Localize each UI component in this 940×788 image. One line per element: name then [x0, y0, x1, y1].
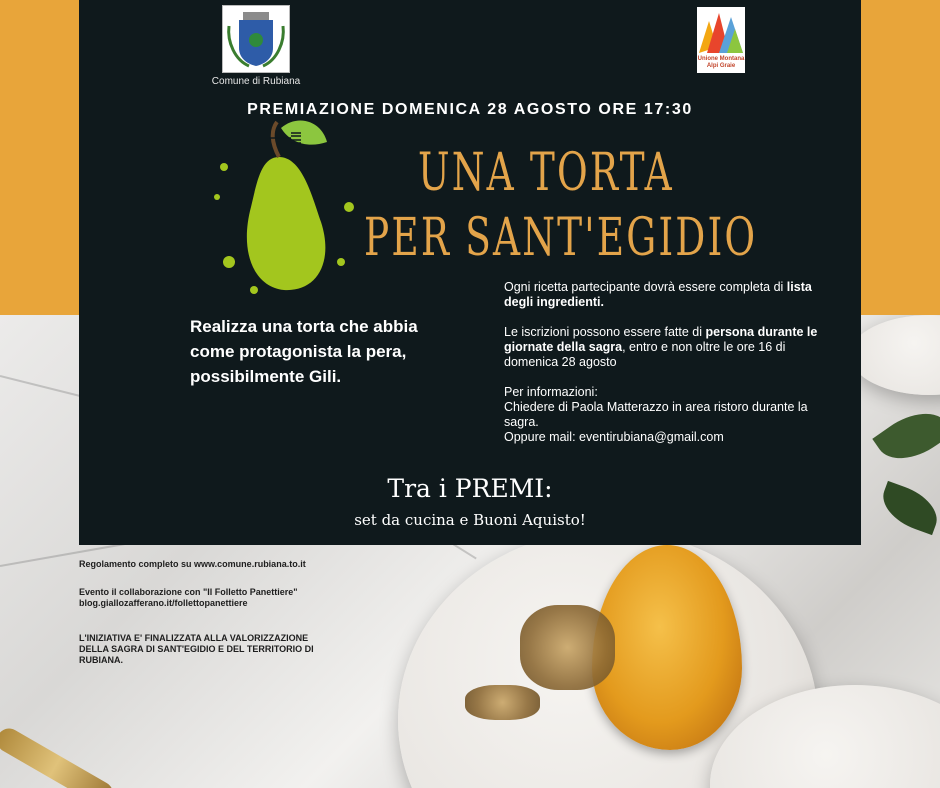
- alpi-graie-label: Unione Montana Alpi Graie: [697, 56, 745, 69]
- registration-paragraph: Le iscrizioni possono essere fatte di persona durante le giornate della sagra, entro e non oltre le ore 16 di domenica 28 agosto: [504, 325, 818, 369]
- ingredients-paragraph: Ogni ricetta partecipante dovrà essere completa di lista degli ingredienti.: [504, 280, 812, 309]
- premiazione-date: PREMIAZIONE DOMENICA 28 AGOSTO ORE 17:30: [247, 101, 693, 118]
- flyer-panel: [79, 0, 861, 545]
- title-line-1: UNA TORTA: [418, 143, 674, 203]
- leaf: [872, 399, 940, 474]
- initiative-statement: L'INIZIATIVA E' FINALIZZATA ALLA VALORIZZAZIONE DELLA SAGRA DI SANT'EGIDIO E DEL TERRITORIO DI RUBIANA.: [79, 633, 314, 665]
- contact-paragraph: Per informazioni: Chiedere di Paola Matterazzo in area ristoro durante la sagra. Oppure mail: eventirubiana@gmail.com: [504, 385, 808, 444]
- crumble: [520, 605, 615, 690]
- lead-text: Realizza una torta che abbia come protagonista la pera, possibilmente Gili.: [190, 317, 418, 386]
- title-line-2: PER SANT'EGIDIO: [364, 208, 758, 268]
- rubiana-crest-logo: [222, 5, 290, 73]
- prizes-heading: Tra i PREMI:: [387, 474, 553, 503]
- prizes-detail: set da cucina e Buoni Aquisto!: [354, 511, 586, 529]
- regolamento-link[interactable]: Regolamento completo su www.comune.rubiana.to.it: [79, 559, 306, 569]
- crumble: [465, 685, 540, 720]
- crest-label: Comune di Rubiana: [211, 76, 301, 87]
- plate: [850, 315, 940, 395]
- collaboration-note: Evento il collaborazione con "Il Folletto Panettiere" blog.giallozafferano.it/follettopanettiere: [79, 587, 298, 608]
- contact-email[interactable]: Oppure mail: eventirubiana@gmail.com: [504, 430, 724, 444]
- leaf: [876, 481, 940, 535]
- fork-icon: [265, 130, 305, 146]
- info-block: [504, 280, 829, 460]
- spoon: [0, 724, 117, 788]
- blog-link[interactable]: blog.giallozafferano.it/follettopanettiere: [79, 598, 248, 608]
